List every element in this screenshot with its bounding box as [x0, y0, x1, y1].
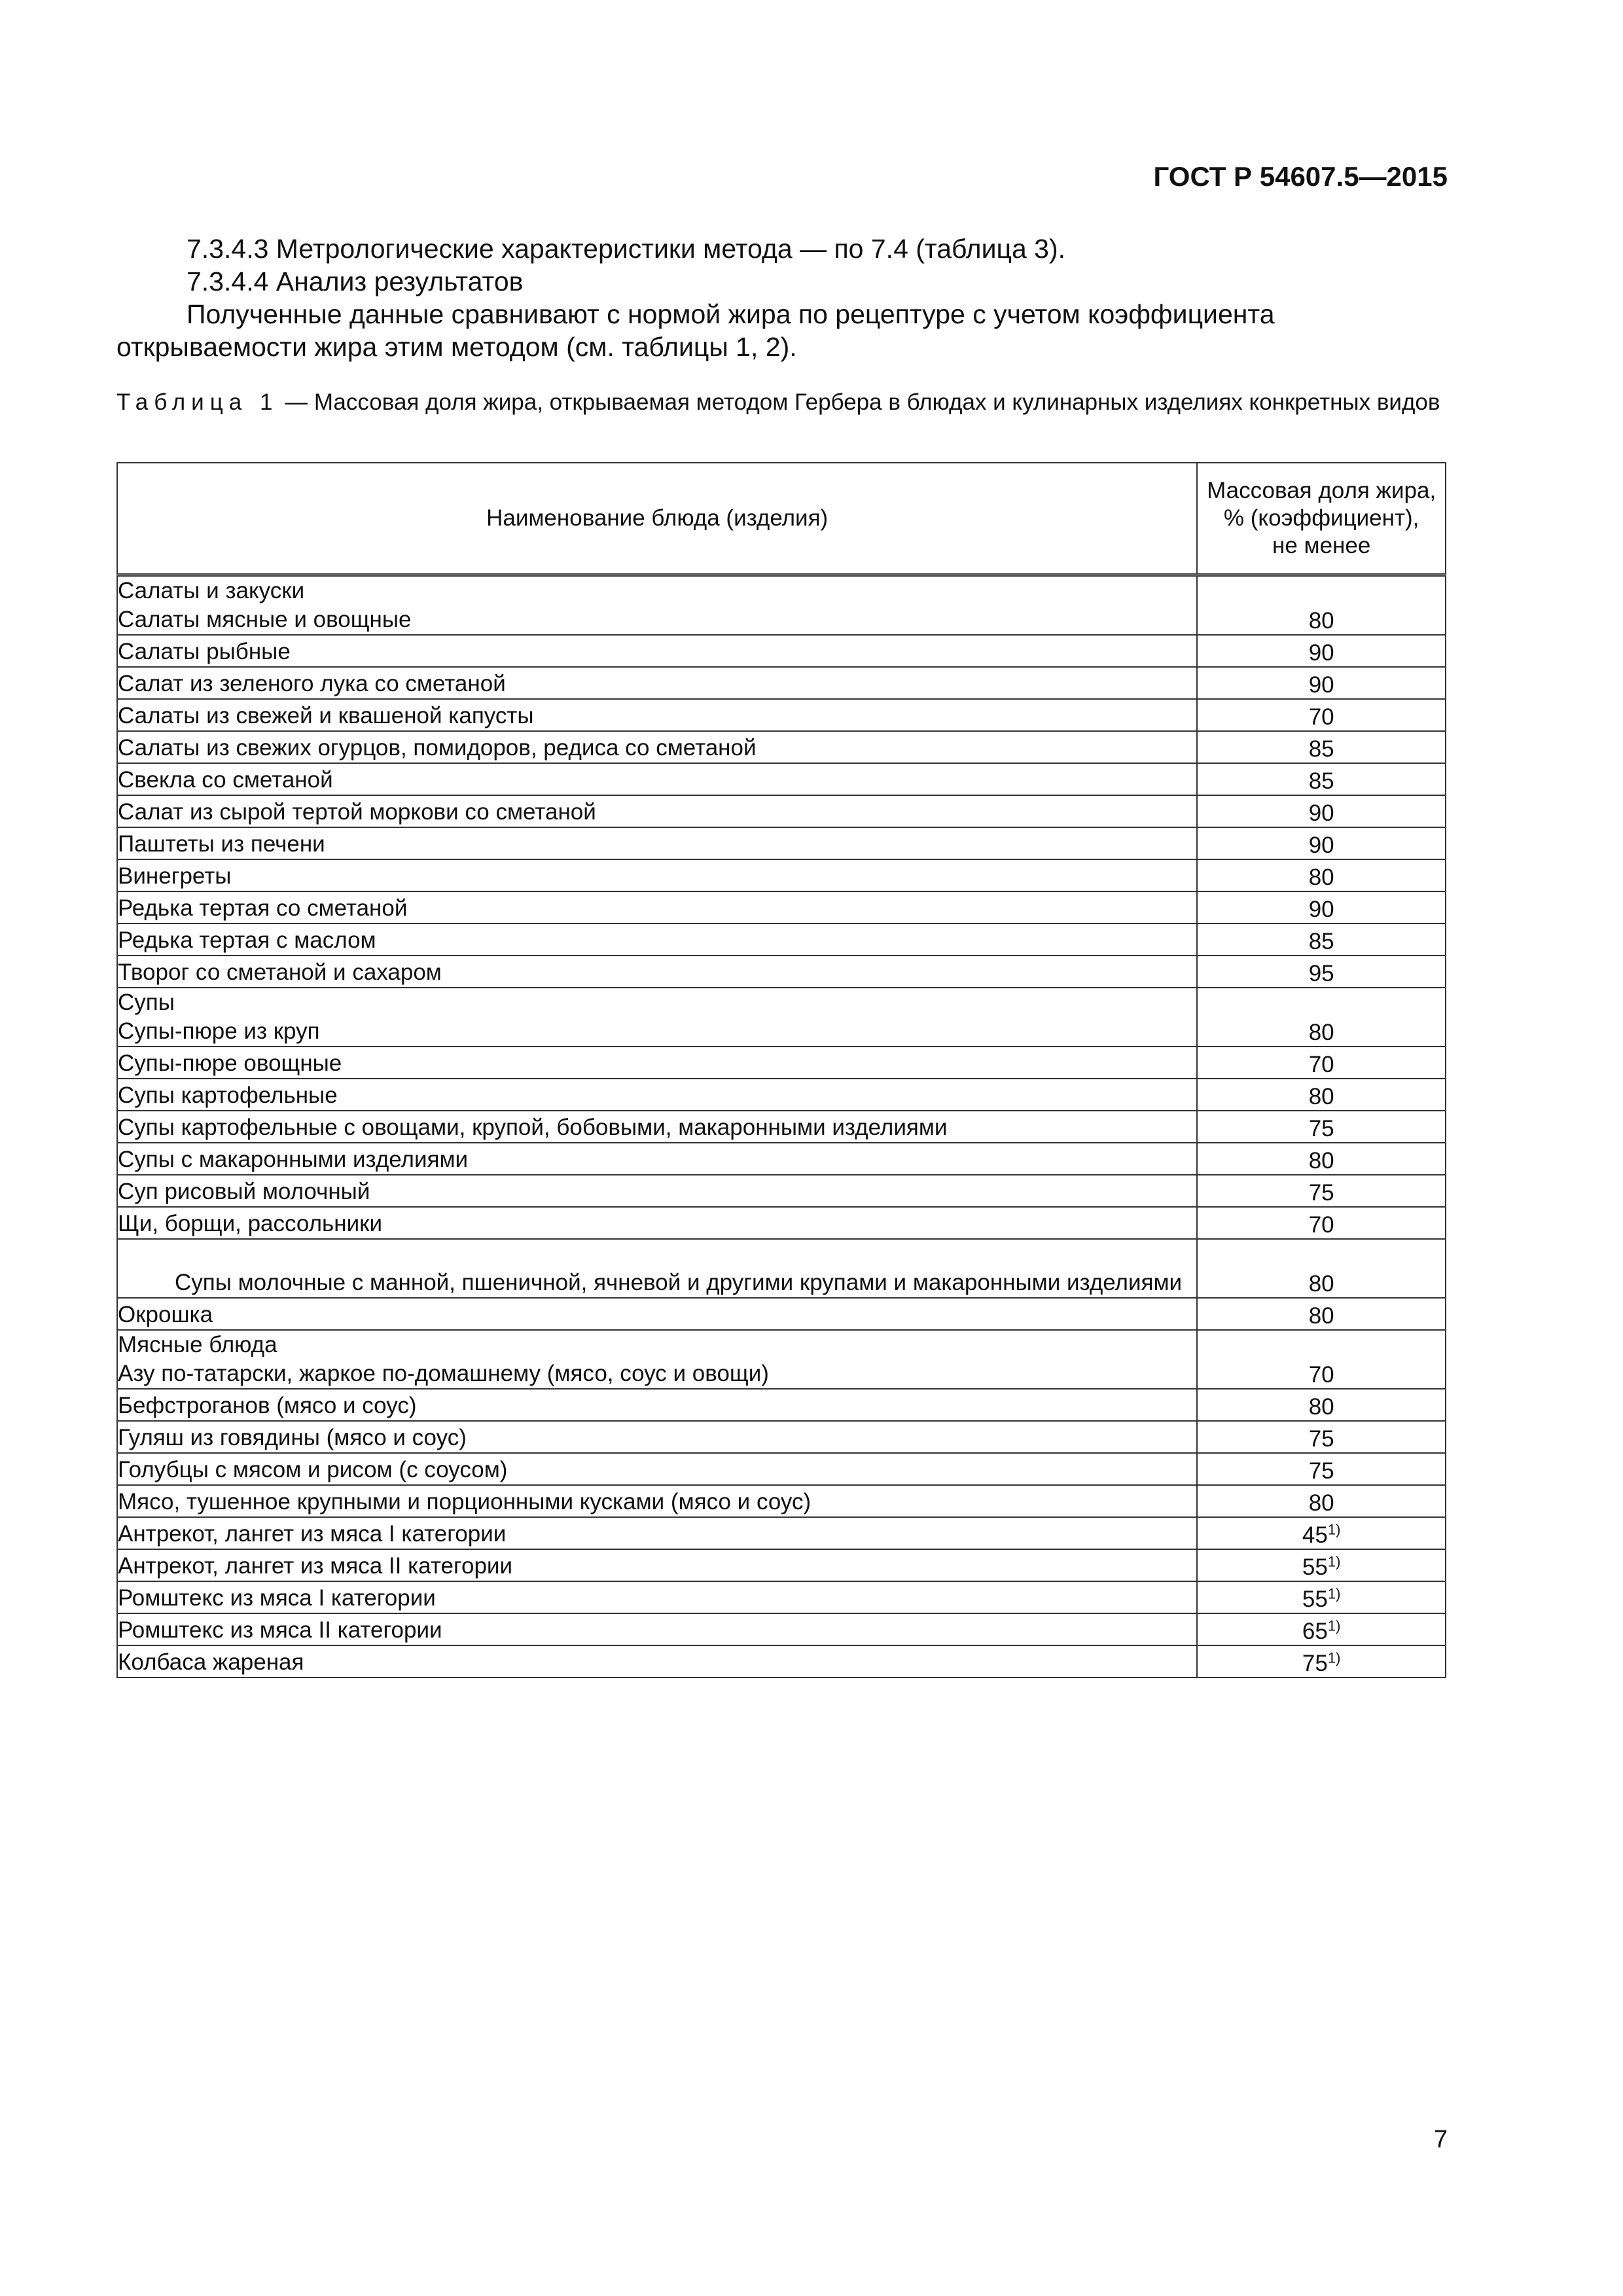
fat-fraction-value: 90: [1308, 672, 1334, 698]
dish-name-cell: [117, 924, 1197, 956]
fat-fraction-cell: [1197, 1239, 1446, 1298]
footnote-marker: 1): [1327, 1649, 1341, 1666]
fat-fraction-value: 90: [1308, 833, 1334, 858]
table-row: [117, 1389, 1446, 1421]
dish-name-cell: [117, 1298, 1197, 1330]
dish-name-cell: [117, 635, 1197, 667]
fat-fraction-value: 95: [1308, 961, 1334, 986]
fat-fraction-cell: [1197, 988, 1446, 1047]
dish-name-cell: [117, 1485, 1197, 1517]
table-row: [117, 1239, 1446, 1298]
fat-fraction-value: 80: [1308, 1084, 1334, 1109]
table-row: [117, 1613, 1446, 1645]
dish-name-cell: [117, 667, 1197, 699]
fat-fraction-cell: [1197, 1389, 1446, 1421]
table-row: [117, 956, 1446, 988]
table-row: [117, 1453, 1446, 1485]
fat-fraction-cell: [1197, 891, 1446, 924]
table-row: [117, 1079, 1446, 1111]
dish-name: Супы-пюре овощные: [118, 1050, 342, 1076]
fat-fraction-cell: [1197, 667, 1446, 699]
fat-fraction-value: 70: [1308, 704, 1334, 730]
dish-name: Бефстроганов (мясо и соус): [118, 1393, 417, 1418]
table-row: [117, 795, 1446, 827]
table-row: [117, 1207, 1446, 1239]
fat-fraction-value: 80: [1308, 1148, 1334, 1174]
clause-7-3-4-4: 7.3.4.4 Анализ результатов: [187, 266, 524, 296]
header-fat-fraction: [1197, 463, 1446, 575]
fat-fraction-value: 90: [1308, 897, 1334, 922]
table-caption-text: — Массовая доля жира, открываемая методом Гербера в блюдах и кулинарных изделиях конкретных видов: [278, 389, 1440, 415]
table-row: [117, 1549, 1446, 1581]
dish-name-cell: [117, 1175, 1197, 1207]
dish-name-cell: [117, 1207, 1197, 1239]
fat-fraction-cell: [1197, 795, 1446, 827]
fat-fraction-value: 45: [1302, 1522, 1328, 1548]
dish-name-cell: [117, 1330, 1197, 1389]
table-row: [117, 1330, 1446, 1389]
table-row: [117, 635, 1446, 667]
dish-name-cell: [117, 956, 1197, 988]
fat-fraction-value: 55: [1302, 1554, 1328, 1580]
dish-name: Щи, борщи, рассольники: [118, 1211, 383, 1236]
dish-name: Колбаса жареная: [118, 1649, 304, 1675]
dish-name: Паштеты из печени: [118, 831, 325, 857]
table-row: [117, 1517, 1446, 1549]
fat-fraction-value: 75: [1308, 1180, 1334, 1206]
dish-name: Суп рисовый молочный: [118, 1179, 370, 1204]
dish-name-cell: [117, 1645, 1197, 1677]
fat-fraction-cell: [1197, 1581, 1446, 1613]
footnote-marker: 1): [1327, 1521, 1341, 1538]
fat-fraction-value: 70: [1308, 1052, 1334, 1077]
table-row: [117, 1143, 1446, 1175]
dish-name: Салаты из свежих огурцов, помидоров, редиса со сметаной: [118, 735, 757, 761]
dish-name-cell: [117, 1517, 1197, 1549]
table-row: [117, 1298, 1446, 1330]
dish-name: Антрекот, лангет из мяса I категории: [118, 1521, 507, 1547]
table-row: [117, 1421, 1446, 1453]
fat-fraction-value: 90: [1308, 640, 1334, 666]
table-row: [117, 827, 1446, 859]
table-row: [117, 1111, 1446, 1143]
dish-name-cell: [117, 1549, 1197, 1581]
dish-name: Супы картофельные: [118, 1083, 338, 1108]
fat-fraction-value: 75: [1302, 1651, 1328, 1676]
fat-fraction-cell: [1197, 1143, 1446, 1175]
dish-name: Супы с макаронными изделиями: [118, 1147, 469, 1172]
fat-fraction-cell: [1197, 859, 1446, 891]
fat-fraction-cell: [1197, 1047, 1446, 1079]
fat-fraction-table: [116, 462, 1446, 1678]
footnote-marker: 1): [1327, 1553, 1341, 1570]
group-heading: Мясные блюда: [118, 1332, 277, 1357]
dish-name: Салат из зеленого лука со сметаной: [118, 671, 506, 696]
table-row: [117, 1645, 1446, 1677]
group-heading: Супы: [118, 990, 175, 1015]
fat-fraction-value: 85: [1308, 736, 1334, 762]
dish-name-cell: [117, 1613, 1197, 1645]
fat-fraction-value: 90: [1308, 800, 1334, 826]
table-row: [117, 859, 1446, 891]
table-row: [117, 667, 1446, 699]
dish-name-cell: [117, 827, 1197, 859]
dish-name: Ромштекс из мяса I категории: [118, 1585, 436, 1611]
table-row: [117, 1175, 1446, 1207]
footnote-marker: 1): [1327, 1617, 1341, 1634]
fat-fraction-cell: [1197, 1207, 1446, 1239]
fat-fraction-cell: [1197, 1485, 1446, 1517]
fat-fraction-value: 65: [1302, 1619, 1328, 1644]
dish-name: Супы-пюре из круп: [118, 1018, 320, 1044]
dish-name: Окрошка: [118, 1302, 213, 1327]
dish-name-cell: [117, 1453, 1197, 1485]
table-row: [117, 699, 1446, 731]
dish-name: Супы молочные с манной, пшеничной, ячневой и другими крупами и макаронными изделиями: [175, 1270, 1183, 1295]
fat-fraction-cell: [1197, 1079, 1446, 1111]
dish-name-cell: [117, 731, 1197, 763]
dish-name-cell: [117, 575, 1197, 636]
table-body: [117, 575, 1446, 1678]
dish-name: Салат из сырой тертой моркови со сметаной: [118, 799, 596, 825]
fat-fraction-value: 80: [1308, 1490, 1334, 1516]
dish-name-cell: [117, 1581, 1197, 1613]
dish-name-cell: [117, 795, 1197, 827]
fat-fraction-value: 70: [1308, 1362, 1334, 1388]
table-row: [117, 1581, 1446, 1613]
dish-name-cell: [117, 1421, 1197, 1453]
fat-fraction-value: 80: [1308, 1394, 1334, 1420]
dish-name-cell: [117, 1111, 1197, 1143]
fat-fraction-cell: [1197, 763, 1446, 795]
fat-fraction-cell: [1197, 699, 1446, 731]
table-row: [117, 575, 1446, 636]
dish-name: Творог со сметаной и сахаром: [118, 960, 442, 985]
fat-fraction-value: 80: [1308, 1271, 1334, 1297]
dish-name-cell: [117, 1239, 1197, 1298]
dish-name: Свекла со сметаной: [118, 767, 333, 793]
dish-name: Супы картофельные с овощами, крупой, бобовыми, макаронными изделиями: [118, 1115, 948, 1140]
fat-fraction-value: 80: [1308, 1020, 1334, 1045]
fat-fraction-value: 85: [1308, 768, 1334, 794]
table-row: [117, 924, 1446, 956]
dish-name: Азу по-татарски, жаркое по-домашнему (мясо, соус и овощи): [118, 1361, 769, 1386]
group-heading: Салаты и закуски: [118, 578, 305, 603]
dish-name: Антрекот, лангет из мяса II категории: [118, 1553, 513, 1579]
fat-fraction-cell: [1197, 635, 1446, 667]
dish-name: Ромштекс из мяса II категории: [118, 1617, 442, 1643]
fat-fraction-value: 55: [1302, 1587, 1328, 1612]
table-header-row: [117, 463, 1446, 575]
fat-fraction-cell: [1197, 1330, 1446, 1389]
dish-name: Редька тертая со сметаной: [118, 895, 408, 921]
fat-fraction-value: 80: [1308, 608, 1334, 634]
results-paragraph: Полученные данные сравнивают с нормой жира по рецептуре с учетом коэффициента открываемости жира этим методом (см. таблицы 1, 2).: [116, 299, 1275, 362]
fat-fraction-cell: [1197, 1421, 1446, 1453]
table-caption-label: Таблица 1: [116, 389, 279, 415]
header-fat-line1: Массовая доля жира,: [1207, 478, 1436, 503]
fat-fraction-cell: [1197, 1453, 1446, 1485]
dish-name-cell: [117, 699, 1197, 731]
fat-fraction-cell: [1197, 1549, 1446, 1581]
dish-name-cell: [117, 763, 1197, 795]
table-row: [117, 891, 1446, 924]
fat-fraction-value: 75: [1308, 1116, 1334, 1141]
fat-fraction-cell: [1197, 956, 1446, 988]
fat-fraction-cell: [1197, 1645, 1446, 1677]
fat-fraction-cell: [1197, 575, 1446, 636]
dish-name: Салаты из свежей и квашеной капусты: [118, 703, 534, 728]
fat-fraction-value: 75: [1308, 1458, 1334, 1484]
dish-name: Гуляш из говядины (мясо и соус): [118, 1425, 467, 1450]
dish-name: Голубцы с мясом и рисом (с соусом): [118, 1457, 508, 1482]
table-row: [117, 763, 1446, 795]
dish-name-cell: [117, 988, 1197, 1047]
dish-name: Редька тертая с маслом: [118, 927, 376, 953]
dish-name-cell: [117, 1389, 1197, 1421]
document-code: ГОСТ Р 54607.5—2015: [1153, 161, 1448, 192]
fat-fraction-value: 80: [1308, 865, 1334, 890]
fat-fraction-value: 75: [1308, 1426, 1334, 1452]
fat-fraction-cell: [1197, 731, 1446, 763]
dish-name: Винегреты: [118, 863, 232, 889]
header-fat-line3: не менее: [1272, 533, 1371, 558]
table-caption: [116, 387, 1446, 417]
dish-name: Салаты мясные и овощные: [118, 607, 412, 632]
table-row: [117, 1047, 1446, 1079]
fat-fraction-value: 80: [1308, 1303, 1334, 1329]
fat-fraction-value: 85: [1308, 929, 1334, 954]
dish-name-cell: [117, 1047, 1197, 1079]
dish-name: Мясо, тушенное крупными и порционными кусками (мясо и соус): [118, 1489, 812, 1515]
dish-name-cell: [117, 891, 1197, 924]
fat-fraction-cell: [1197, 827, 1446, 859]
fat-fraction-value: 70: [1308, 1212, 1334, 1238]
fat-fraction-cell: [1197, 924, 1446, 956]
clause-7-3-4-3: 7.3.4.3 Метрологические характеристики метода — по 7.4 (таблица 3).: [187, 234, 1066, 264]
header-fat-line2: % (коэффициент),: [1223, 505, 1419, 531]
dish-name-cell: [117, 859, 1197, 891]
header-dish-name: Наименование блюда (изделия): [117, 463, 1197, 575]
table-row: [117, 988, 1446, 1047]
fat-fraction-cell: [1197, 1298, 1446, 1330]
fat-fraction-cell: [1197, 1517, 1446, 1549]
dish-name-cell: [117, 1143, 1197, 1175]
table-row: [117, 731, 1446, 763]
fat-fraction-cell: [1197, 1111, 1446, 1143]
page-number: 7: [1433, 2126, 1448, 2153]
table-row: [117, 1485, 1446, 1517]
dish-name-cell: [117, 1079, 1197, 1111]
footnote-marker: 1): [1327, 1585, 1341, 1602]
fat-fraction-cell: [1197, 1175, 1446, 1207]
dish-name: Салаты рыбные: [118, 639, 291, 664]
fat-fraction-cell: [1197, 1613, 1446, 1645]
